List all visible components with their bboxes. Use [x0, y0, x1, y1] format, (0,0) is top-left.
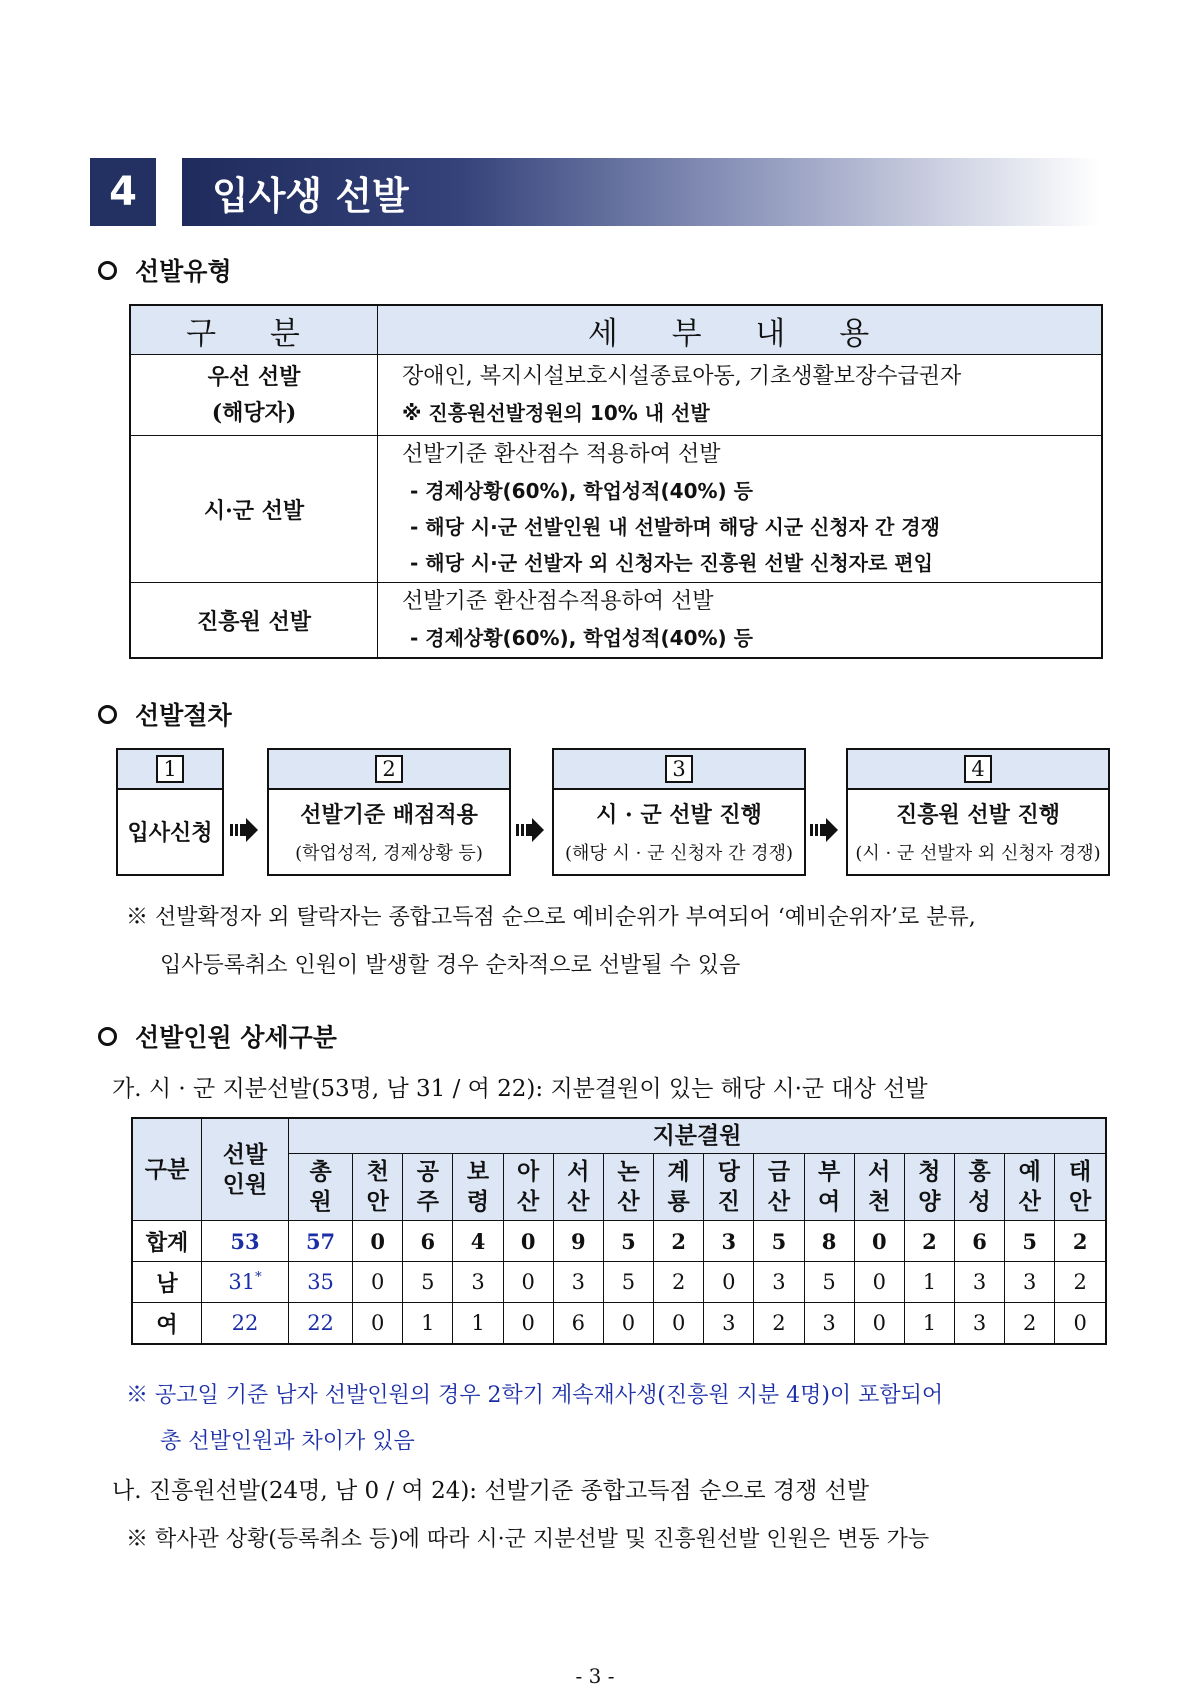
selected-value: 22 — [202, 1303, 289, 1345]
step-sublabel: (시 · 군 선발자 외 신청자 경쟁) — [855, 843, 1101, 864]
region-header: 홍 성 — [954, 1154, 1004, 1221]
table-row: 진흥원 선발 선발기준 환산점수적용하여 선발 - 경제상황(60%), 학업성적(40%) 등 — [130, 583, 1102, 659]
step-sublabel: (해당 시 · 군 신청자 간 경쟁) — [565, 843, 793, 864]
step-label: 선발기준 배점적용 — [300, 802, 478, 828]
cell-value: 0 — [654, 1303, 704, 1345]
procedure-note-line2: 입사등록취소 인원이 발생할 경우 순차적으로 선발될 수 있음 — [160, 953, 741, 978]
cell-value: 3 — [704, 1303, 754, 1345]
procedure-note-line1: ※ 선발확정자 외 탈락자는 종합고득점 순으로 예비순위가 부여되어 ‘예비순위자’로 분류, — [126, 905, 976, 930]
cell-value: 6 — [553, 1303, 603, 1345]
section-title: 입사생 선발 — [182, 158, 1100, 226]
cell-value: 4 — [453, 1221, 503, 1262]
step-2 — [267, 748, 511, 876]
step-3 — [552, 748, 806, 876]
row-label: 남 — [132, 1262, 202, 1303]
table-row — [132, 1303, 1106, 1345]
cell-value: 1 — [403, 1303, 453, 1345]
row-label: 합계 — [132, 1221, 202, 1262]
cell-value: 2 — [1055, 1221, 1106, 1262]
cell-value: 0 — [854, 1303, 904, 1345]
region-header: 공 주 — [403, 1154, 453, 1221]
cell-value: 3 — [954, 1303, 1004, 1345]
table-header-row — [132, 1118, 1106, 1154]
detail-ga: 가. 시 · 군 지분선발(53명, 남 31 / 여 22): 지분결원이 있는 해당 시·군 대상 선발 — [112, 1076, 928, 1102]
cell-value: 0 — [854, 1262, 904, 1303]
selected-value: 53 — [202, 1221, 289, 1262]
cell-value: 0 — [503, 1262, 553, 1303]
selected-value: 31* — [202, 1262, 289, 1303]
step-sublabel: (학업성적, 경제상황 등) — [295, 843, 483, 864]
selected-label: 선발 인원 — [202, 1118, 289, 1221]
types-table — [129, 304, 1103, 659]
cell-value: 0 — [503, 1221, 553, 1262]
cell-value: 22 — [289, 1303, 353, 1345]
step-label: 시 · 군 선발 진행 — [596, 802, 762, 828]
cell-value: 2 — [1055, 1262, 1106, 1303]
page-number: - 3 - — [575, 1664, 615, 1688]
cell-value: 0 — [854, 1221, 904, 1262]
cell-value: 3 — [754, 1262, 804, 1303]
region-header: 천 안 — [353, 1154, 403, 1221]
table-row — [132, 1262, 1106, 1303]
cell-value: 0 — [603, 1303, 653, 1345]
region-header: 보 령 — [453, 1154, 503, 1221]
cell-value: 0 — [353, 1303, 403, 1345]
detail-note2: ※ 학사관 상황(등록취소 등)에 따라 시·군 지분선발 및 진흥원선발 인원은 변동 가능 — [126, 1527, 930, 1552]
detail-note1-line2: 총 선발인원과 차이가 있음 — [160, 1429, 415, 1454]
quota-table — [131, 1117, 1107, 1345]
step-4 — [846, 748, 1110, 876]
region-header: 아 산 — [503, 1154, 553, 1221]
cell-value: 3 — [804, 1303, 854, 1345]
region-header: 총 원 — [289, 1154, 353, 1221]
region-header: 서 천 — [854, 1154, 904, 1221]
detail-note1-line1: ※ 공고일 기준 남자 선발인원의 경우 2학기 계속재사생(진흥원 지분 4명)이 포함되어 — [126, 1383, 944, 1408]
heading-procedure: 선발절차 — [98, 696, 232, 732]
cell-value: 5 — [1005, 1221, 1055, 1262]
cell-value: 2 — [1005, 1303, 1055, 1345]
types-header-category: 구 분 — [130, 305, 378, 355]
cell-value: 2 — [654, 1221, 704, 1262]
step-number: 2 — [375, 755, 403, 783]
cell-value: 5 — [804, 1262, 854, 1303]
circle-bullet-icon — [98, 1027, 117, 1046]
cell-value: 0 — [1055, 1303, 1106, 1345]
region-header: 당 진 — [704, 1154, 754, 1221]
cell-value: 5 — [603, 1221, 653, 1262]
cell-value: 0 — [353, 1262, 403, 1303]
cell-value: 2 — [754, 1303, 804, 1345]
region-header: 부 여 — [804, 1154, 854, 1221]
step-number: 1 — [156, 755, 184, 783]
step-number: 4 — [964, 755, 992, 783]
region-header: 예 산 — [1005, 1154, 1055, 1221]
cell-value: 0 — [503, 1303, 553, 1345]
cell-value: 1 — [904, 1262, 954, 1303]
cell-value: 5 — [754, 1221, 804, 1262]
cell-value: 3 — [954, 1262, 1004, 1303]
heading-types: 선발유형 — [98, 252, 232, 288]
region-header: 논 산 — [603, 1154, 653, 1221]
cell-value: 5 — [603, 1262, 653, 1303]
col-label: 구분 — [132, 1118, 202, 1221]
cell-value: 0 — [704, 1262, 754, 1303]
region-header: 청 양 — [904, 1154, 954, 1221]
cell-value: 5 — [403, 1262, 453, 1303]
table-row: 시·군 선발 선발기준 환산점수 적용하여 선발 - 경제상황(60%), 학업성적(40%) 등 - 해당 시·군 선발인원 내 선발하며 해당 시군 신청자 간 경쟁 - 해당 시·군 선발자 외 신청자는 진흥원 선발 신청자로 편입 — [130, 436, 1102, 583]
step-label: 진흥원 선발 진행 — [895, 802, 1061, 828]
group-label: 지분결원 — [289, 1118, 1107, 1154]
cell-value: 6 — [403, 1221, 453, 1262]
cell-value: 1 — [453, 1303, 503, 1345]
region-header: 태 안 — [1055, 1154, 1106, 1221]
arrow-right-icon — [810, 818, 838, 842]
arrow-right-icon — [230, 818, 258, 842]
cell-value: 0 — [353, 1221, 403, 1262]
step-1 — [116, 748, 224, 876]
region-header: 서 산 — [553, 1154, 603, 1221]
cell-value: 2 — [904, 1221, 954, 1262]
heading-detail: 선발인원 상세구분 — [98, 1018, 337, 1054]
cell-value: 6 — [954, 1221, 1004, 1262]
cell-value: 2 — [654, 1262, 704, 1303]
region-header: 금 산 — [754, 1154, 804, 1221]
step-number: 3 — [665, 755, 693, 783]
row-label: 여 — [132, 1303, 202, 1345]
cell-value: 9 — [553, 1221, 603, 1262]
cell-value: 3 — [453, 1262, 503, 1303]
section-number: 4 — [90, 158, 156, 226]
region-header: 계 룡 — [654, 1154, 704, 1221]
types-header-detail: 세 부 내 용 — [378, 305, 1103, 355]
cell-value: 3 — [1005, 1262, 1055, 1303]
cell-value: 1 — [904, 1303, 954, 1345]
table-row — [132, 1221, 1106, 1262]
cell-value: 3 — [553, 1262, 603, 1303]
arrow-right-icon — [516, 818, 544, 842]
circle-bullet-icon — [98, 261, 117, 280]
cell-value: 57 — [289, 1221, 353, 1262]
table-row: 우선 선발 (해당자) 장애인, 복지시설보호시설종료아동, 기초생활보장수급권자 ※ 진흥원선발정원의 10% 내 선발 — [130, 355, 1102, 436]
circle-bullet-icon — [98, 705, 117, 724]
cell-value: 8 — [804, 1221, 854, 1262]
cell-value: 3 — [704, 1221, 754, 1262]
cell-value: 35 — [289, 1262, 353, 1303]
detail-na: 나. 진흥원선발(24명, 남 0 / 여 24): 선발기준 종합고득점 순으로 경쟁 선발 — [112, 1478, 870, 1504]
section-header — [90, 158, 1100, 226]
step-label: 입사신청 — [127, 820, 213, 846]
